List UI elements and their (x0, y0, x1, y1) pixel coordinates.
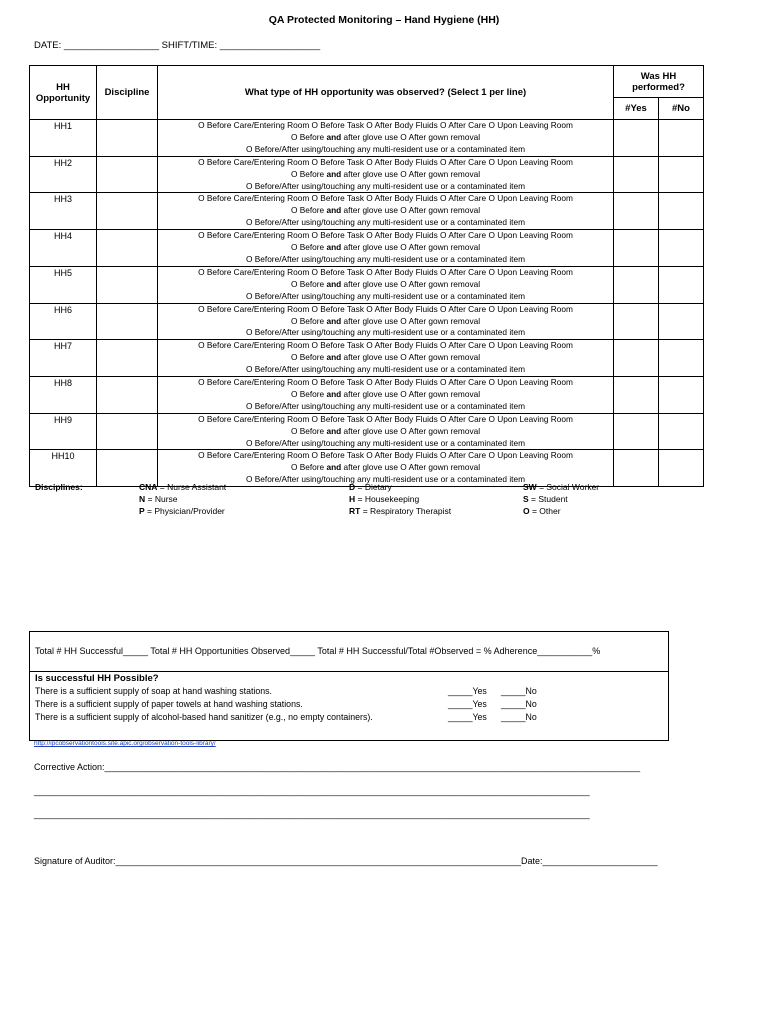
sanitizer-yes-field[interactable]: _____Yes (448, 712, 487, 722)
signature-date-label: Date: (521, 856, 543, 866)
discipline-cell[interactable] (97, 413, 158, 450)
hh-no-cell[interactable] (659, 120, 704, 157)
date-shift-line (34, 40, 320, 51)
discipline-item: SW = Social Worker (523, 482, 600, 492)
discipline-item: RT = Respiratory Therapist (349, 505, 452, 516)
hh-yes-cell[interactable] (614, 193, 659, 230)
hh-yes-cell[interactable] (614, 413, 659, 450)
table-row (30, 230, 704, 267)
opportunity-type-options[interactable]: O Before Care/Entering Room O Before Task O After Body Fluids O After Care O Upon Leaving Room O Before and after glove use O After gown removal O Before/After using/touching any multi-resident use or a contaminated item (158, 156, 614, 193)
hh-no-cell[interactable] (659, 303, 704, 340)
hh-yes-cell[interactable] (614, 450, 659, 487)
discipline-cell[interactable] (97, 193, 158, 230)
table-row (30, 303, 704, 340)
table-row (30, 266, 704, 303)
header-opportunity-type: What type of HH opportunity was observed? (Select 1 per line) (158, 66, 614, 120)
opportunity-type-options[interactable]: O Before Care/Entering Room O Before Task O After Body Fluids O After Care O Upon Leaving Room O Before and after glove use O After gown removal O Before/After using/touching any multi-resident use or a contaminated item (158, 377, 614, 414)
hh-opportunity-id: HH2 (30, 156, 97, 193)
document-title: QA Protected Monitoring – Hand Hygiene (HH) (268, 14, 500, 26)
header-discipline: Discipline (97, 66, 158, 120)
hh-no-cell[interactable] (659, 377, 704, 414)
hh-no-cell[interactable] (659, 450, 704, 487)
shift-field[interactable]: ___________________ (217, 40, 321, 51)
soap-supply-question: There is a sufficient supply of soap at hand washing stations. (35, 686, 273, 696)
header-opportunity: HH Opportunity (30, 66, 97, 120)
table-row (30, 377, 704, 414)
opportunity-type-options[interactable]: O Before Care/Entering Room O Before Task O After Body Fluids O After Care O Upon Leaving Room O Before and after glove use O After gown removal O Before/After using/touching any multi-resident use or a contaminated item (158, 193, 614, 230)
hh-no-cell[interactable] (659, 156, 704, 193)
opportunity-type-options[interactable]: O Before Care/Entering Room O Before Task O After Body Fluids O After Care O Upon Leaving Room O Before and after glove use O After gown removal O Before/After using/touching any multi-resident use or a contaminated item (158, 230, 614, 267)
hh-yes-cell[interactable] (614, 303, 659, 340)
apic-tools-link[interactable]: http://ipcobservationtools.site.apic.org/observation-tools-library/ (34, 740, 216, 747)
date-field[interactable]: __________________ (61, 40, 160, 51)
hh-yes-cell[interactable] (614, 340, 659, 377)
hh-no-cell[interactable] (659, 413, 704, 450)
disciplines-col-3 (523, 482, 599, 517)
discipline-item: H = Housekeeping (349, 493, 420, 504)
shift-label: SHIFT/TIME: (159, 40, 218, 51)
hh-yes-cell[interactable] (614, 266, 659, 303)
paper-towel-supply-question: There is a sufficient supply of paper towels at hand washing stations. (35, 699, 303, 709)
discipline-cell[interactable] (97, 266, 158, 303)
corrective-action-line-1[interactable]: Corrective Action:___________________________________________________________________________________________________________ (34, 762, 641, 772)
hh-opportunity-id: HH3 (30, 193, 97, 230)
table-row (30, 120, 704, 157)
disciplines-col-2 (349, 482, 451, 517)
hh-yes-cell[interactable] (614, 230, 659, 267)
discipline-cell[interactable] (97, 303, 158, 340)
hh-yes-cell[interactable] (614, 377, 659, 414)
discipline-item: S = Student (523, 493, 568, 504)
opportunity-type-options[interactable]: O Before Care/Entering Room O Before Task O After Body Fluids O After Care O Upon Leaving Room O Before and after glove use O After gown removal O Before/After using/touching any multi-resident use or a contaminated item (158, 266, 614, 303)
opportunity-type-options[interactable]: O Before Care/Entering Room O Before Task O After Body Fluids O After Care O Upon Leaving Room O Before and after glove use O After gown removal O Before/After using/touching any multi-resident use or a contaminated item (158, 340, 614, 377)
opportunity-type-options[interactable]: O Before Care/Entering Room O Before Task O After Body Fluids O After Care O Upon Leaving Room O Before and after glove use O After gown removal O Before/After using/touching any multi-resident use or a contaminated item (158, 413, 614, 450)
discipline-item: D = Dietary (349, 482, 392, 492)
soap-yes-field[interactable]: _____Yes (448, 686, 487, 696)
hh-no-cell[interactable] (659, 193, 704, 230)
paper-towel-yes-field[interactable]: _____Yes (448, 699, 487, 709)
sanitizer-no-field[interactable]: _____No (501, 712, 537, 722)
discipline-cell[interactable] (97, 340, 158, 377)
corrective-action-label: Corrective Action: (34, 762, 105, 772)
hh-yes-cell[interactable] (614, 120, 659, 157)
hh-opportunity-id: HH9 (30, 413, 97, 450)
discipline-cell[interactable] (97, 230, 158, 267)
soap-no-field[interactable]: _____No (501, 686, 537, 696)
discipline-item: O = Other (523, 505, 561, 516)
hh-opportunity-id: HH10 (30, 450, 97, 487)
table-row (30, 156, 704, 193)
hh-possible-title: Is successful HH Possible? (35, 673, 159, 684)
header-yes: #Yes (614, 98, 659, 120)
opportunity-type-options[interactable]: O Before Care/Entering Room O Before Task O After Body Fluids O After Care O Upon Leaving Room O Before and after glove use O After gown removal O Before/After using/touching any multi-resident use or a contaminated item (158, 120, 614, 157)
table-row (30, 413, 704, 450)
header-no: #No (659, 98, 704, 120)
discipline-cell[interactable] (97, 120, 158, 157)
paper-towel-no-field[interactable]: _____No (501, 699, 537, 709)
opportunity-type-options[interactable]: O Before Care/Entering Room O Before Task O After Body Fluids O After Care O Upon Leaving Room O Before and after glove use O After gown removal O Before/After using/touching any multi-resident use or a contaminated item (158, 303, 614, 340)
sanitizer-supply-question: There is a sufficient supply of alcohol-based hand sanitizer (e.g., no empty containers). (35, 712, 373, 722)
corrective-action-line-3[interactable]: _______________________________________________________________________________________________________________ (34, 809, 590, 819)
summary-box (29, 631, 669, 741)
corrective-action-line-2[interactable]: _______________________________________________________________________________________________________________ (34, 786, 590, 796)
hh-yes-cell[interactable] (614, 156, 659, 193)
discipline-item: P = Physician/Provider (139, 505, 225, 516)
hh-opportunity-id: HH1 (30, 120, 97, 157)
header-hh-performed: Was HH performed? (614, 66, 704, 98)
hh-no-cell[interactable] (659, 230, 704, 267)
hh-opportunity-id: HH8 (30, 377, 97, 414)
signature-line[interactable]: Signature of Auditor:_________________________________________________________________________________Date:_______________________ (34, 856, 658, 866)
hh-observation-table (29, 65, 704, 487)
hh-opportunity-id: HH4 (30, 230, 97, 267)
discipline-item: CNA = Nurse Assistant (139, 482, 227, 492)
hh-opportunity-id: HH6 (30, 303, 97, 340)
table-row (30, 340, 704, 377)
disciplines-label: Disciplines: (35, 482, 83, 492)
discipline-cell[interactable] (97, 377, 158, 414)
totals-line[interactable]: Total # HH Successful_____ Total # HH Opportunities Observed_____ Total # HH Successful/Total #Observed = % Adherence___________% (35, 646, 601, 656)
disciplines-col-1 (139, 482, 226, 517)
discipline-cell[interactable] (97, 156, 158, 193)
totals-section (30, 632, 668, 672)
hh-opportunity-id: HH5 (30, 266, 97, 303)
signature-date-field: _______________________ (542, 856, 658, 866)
hh-no-cell[interactable] (659, 266, 704, 303)
table-row (30, 193, 704, 230)
hh-no-cell[interactable] (659, 340, 704, 377)
opportunity-type-options[interactable]: O Before Care/Entering Room O Before Task O After Body Fluids O After Care O Upon Leaving Room O Before and after glove use O After gown removal O Before/After using/touching any multi-resident use or a contaminated item (158, 450, 614, 487)
date-label: DATE: (34, 40, 62, 51)
signature-label: Signature of Auditor: (34, 856, 116, 866)
discipline-item: N = Nurse (139, 493, 178, 504)
hh-opportunity-id: HH7 (30, 340, 97, 377)
